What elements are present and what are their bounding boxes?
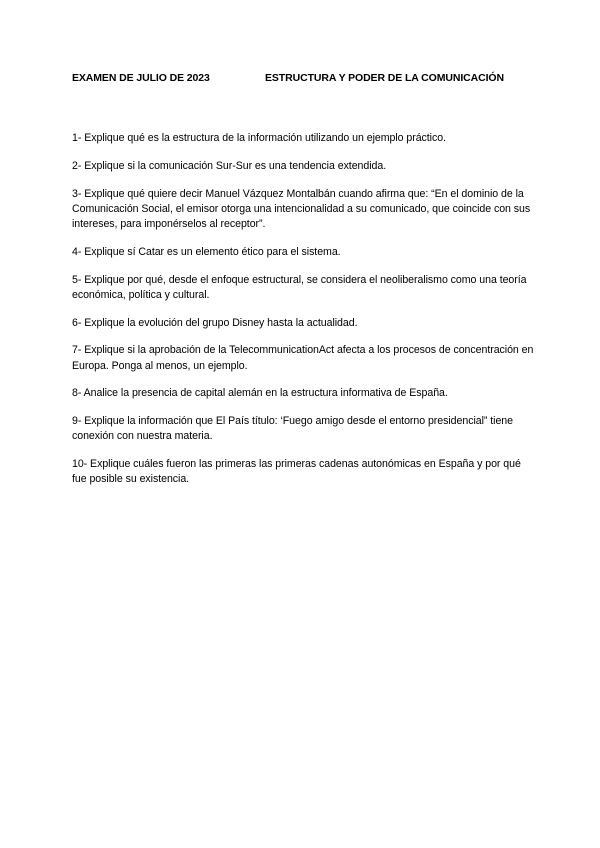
question-10: 10- Explique cuáles fueron las primeras las primeras cadenas autonómicas en España y por qué fue posible su existencia.	[72, 458, 521, 486]
question-list	[72, 131, 534, 500]
course-title-heading: ESTRUCTURA Y PODER DE LA COMUNICACIÓN	[265, 72, 504, 84]
question-7: 7- Explique si la aprobación de la TelecommunicationAct afecta a los procesos de concentración en Europa. Ponga al menos, un ejemplo.	[72, 344, 534, 372]
question-6: 6- Explique la evolución del grupo Disney hasta la actualidad.	[72, 316, 358, 329]
question-5: 5- Explique por qué, desde el enfoque estructural, se considera el neoliberalismo como una teoría económica, política y cultural.	[72, 273, 527, 301]
exam-header	[72, 72, 542, 86]
exam-date-heading: EXAMEN DE JULIO DE 2023	[72, 72, 210, 84]
question-2: 2- Explique si la comunicación Sur-Sur es una tendencia extendida.	[72, 159, 387, 172]
question-9: 9- Explique la información que El País título: ‘Fuego amigo desde el entorno presidencial” tiene conexión con nuestra materia.	[72, 415, 513, 443]
question-3: 3- Explique qué quiere decir Manuel Vázquez Montalbán cuando afirma que: “En el dominio de la Comunicación Social, el emisor otorga una intencionalidad a su comunicado, que coincide con sus intereses, para imponérselos al receptor”.	[72, 187, 531, 230]
question-4: 4- Explique sí Catar es un elemento ético para el sistema.	[72, 245, 341, 258]
question-1: 1- Explique qué es la estructura de la información utilizando un ejemplo práctico.	[72, 132, 446, 144]
question-8: 8- Analice la presencia de capital alemán en la estructura informativa de España.	[72, 387, 448, 400]
